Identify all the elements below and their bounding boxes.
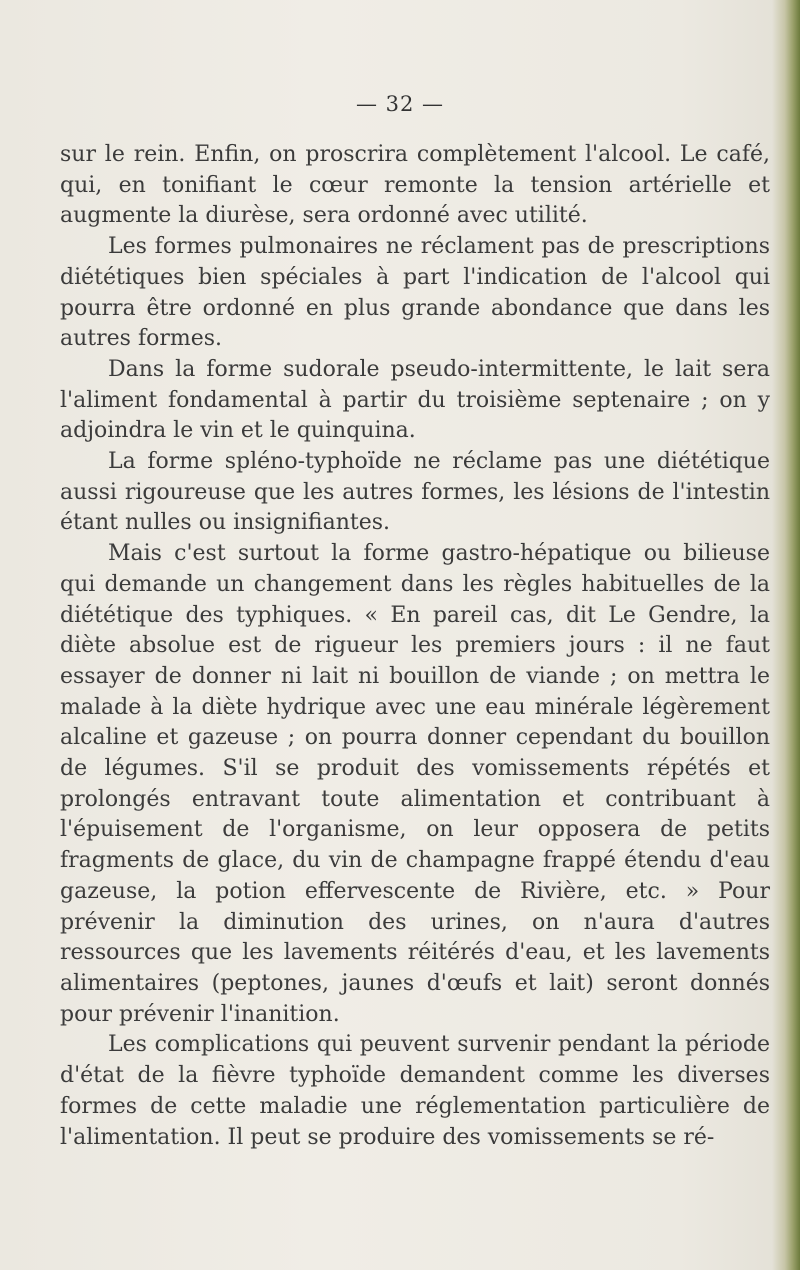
paragraph-4: La forme spléno-typhoïde ne réclame pas une diététique aussi rigoureuse que les autres formes, les lésions de l'intestin étant nulles ou insignifiantes.	[60, 449, 770, 536]
paragraph-3: Dans la forme sudorale pseudo-intermittente, le lait sera l'aliment fondamental à partir du troisième septenaire ; on y adjoindra le vin et le quinquina.	[60, 356, 770, 444]
paragraph-2: Les formes pulmonaires ne réclament pas de prescriptions diététiques bien spéciales à part l'indication de l'alcool qui pourra être ordonné en plus grande abondance que dans les autres formes.	[60, 234, 770, 352]
paragraph-1: sur le rein. Enfin, on proscrira complètement l'alcool. Le café, qui, en tonifiant le cœur remonte la tension artérielle et augmente la diurèse, sera ordonné avec utilité.	[60, 142, 770, 229]
page-edge-shadow	[772, 0, 800, 1270]
paragraph-5: Mais c'est surtout la forme gastro-hépatique ou bilieuse qui demande un changement dans les règles habituelles de la diététique des typhiques. « En pareil cas, dit Le Gendre, la diète absolue est de rigueur les premiers jours : il ne faut essayer de donner ni lait ni bouillon de viande ; on mettra le malade à la diète hydrique avec une eau minérale légèrement alcaline et gazeuse ; on pourra donner cependant du bouillon de légumes. S'il se produit des vomissements répétés et prolongés entravant toute alimentation et contribuant à l'épuisement de l'organisme, on leur opposera de petits fragments de glace, du vin de champagne frappé étendu d'eau gazeuse, la potion effervescente de Rivière, etc. » Pour prévenir la diminution des urines, on n'aura d'autres ressources que les lavements réitérés d'eau, et les lavements alimentaires (peptones, jaunes d'œufs et lait) seront donnés pour prévenir l'inanition.	[60, 541, 770, 1027]
body-text	[60, 140, 770, 1153]
page-number: — 32 —	[355, 92, 445, 116]
paragraph-6: Les complications qui peuvent survenir pendant la période d'état de la fièvre typhoïde demandent comme les diverses formes de cette maladie une réglementation particulière de l'alimentation. Il peut se produire des vomissements se ré-	[60, 1032, 770, 1150]
